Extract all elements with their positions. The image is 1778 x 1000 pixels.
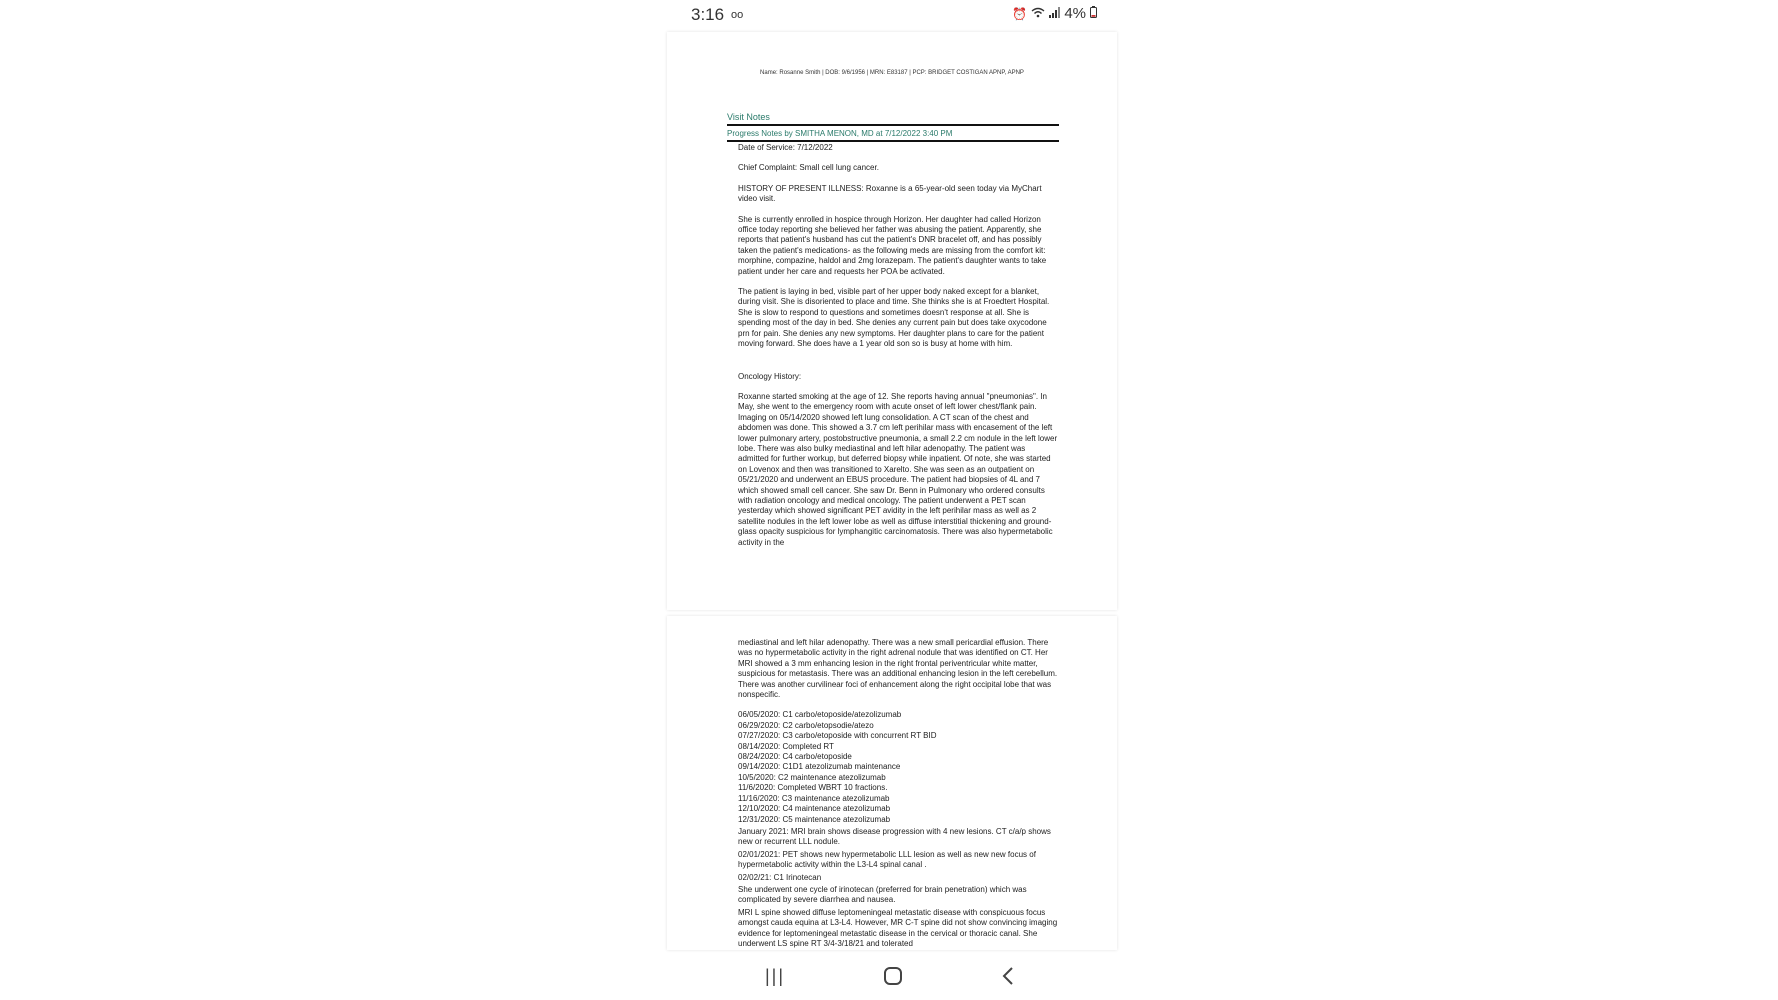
author-line: Progress Notes by SMITHA MENON, MD at 7/12/2022 3:40 PM xyxy=(727,129,953,138)
feb-pet-entry: 02/01/2021: PET shows new hypermetabolic LLL lesion as well as new new focus of hypermetabolic activity within the L3-L4 spinal canal . xyxy=(738,849,1036,870)
hpi: HISTORY OF PRESENT ILLNESS: Roxanne is a 65-year-old seen today via MyChart video visit. xyxy=(738,183,1042,204)
divider xyxy=(727,140,1059,142)
feb-irinotecan-entry: 02/02/21: C1 Irinotecan xyxy=(738,872,822,882)
home-icon[interactable] xyxy=(883,966,903,991)
battery-percent: 4% xyxy=(1064,5,1086,22)
treatment-list xyxy=(738,710,1058,824)
list-item: 08/24/2020: C4 carbo/etoposide xyxy=(738,752,852,762)
battery-icon xyxy=(1090,6,1097,21)
list-item: 08/14/2020: Completed RT xyxy=(738,741,834,751)
document-page-1[interactable] xyxy=(667,32,1117,610)
note-body-continued xyxy=(738,638,1058,950)
list-item: 06/29/2020: C2 carbo/etopsodie/atezo xyxy=(738,720,874,730)
signal-icon xyxy=(1049,7,1060,21)
status-bar xyxy=(667,0,1117,28)
status-icons xyxy=(1012,5,1097,22)
recents-icon[interactable]: ||| xyxy=(765,966,786,986)
oncology-history-label: Oncology History: xyxy=(738,371,802,381)
chief-complaint: Chief Complaint: Small cell lung cancer. xyxy=(738,163,879,173)
wifi-icon xyxy=(1031,7,1045,21)
navigation-bar xyxy=(667,952,1117,1000)
note-body xyxy=(738,143,1058,558)
date-of-service: Date of Service: 7/12/2022 xyxy=(738,143,833,152)
clock: 3:16 xyxy=(691,5,725,24)
list-item: 10/5/2020: C2 maintenance atezolizumab xyxy=(738,772,886,782)
oncology-paragraph-2: mediastinal and left hilar adenopathy. There was a new small pericardial effusion. There was no hypermetabolic activity in the right adrenal nodule that was identified on CT. Her MRI showed a 3 mm enhancing lesion in the right frontal periventricular white matter, suspicious for metastasis. There was an additional enhancing lesion in the left cerebellum. There was another curvilinear foci of enhancement along the right occipital lobe that was nonspecific. xyxy=(738,638,1058,700)
hospice-paragraph: She is currently enrolled in hospice through Horizon. Her daughter had called Horizon office today reporting she believed her father was abusing the patient. Apparently, she reports that patient's husband has cut the patient's DNR bracelet off, and has possibly taken the patient's medications- as the following meds are missing from the comfort kit: morphine, compazine, haldol and 2mg lorazepam. The patient's daughter wants to take patient under her care and requests her POA be activated. xyxy=(738,214,1047,276)
section-title: Visit Notes xyxy=(727,112,770,122)
divider xyxy=(727,124,1059,126)
phone-screen xyxy=(667,0,1117,1000)
list-item: 07/27/2020: C3 carbo/etoposide with concurrent RT BID xyxy=(738,731,937,741)
list-item: 12/10/2020: C4 maintenance atezolizumab xyxy=(738,804,891,814)
list-item: 09/14/2020: C1D1 atezolizumab maintenance xyxy=(738,762,901,772)
list-item: 11/6/2020: Completed WBRT 10 fractions. xyxy=(738,783,888,793)
document-page-2[interactable] xyxy=(667,616,1117,950)
oncology-paragraph-1: Roxanne started smoking at the age of 12. She reports having annual "pneumonias". In May, she went to the emergency room with acute onset of left lower chest/flank pain. Imaging on 05/14/2020 showed left lung consolidation. A CT scan of the chest and abdomen was done. This showed a 3.7 cm left perihilar mass with encasement of the left lower pulmonary artery, postobstructive pneumonia, a small 2.2 cm nodule in the left lower lobe. There was also bulky mediastinal and left hilar adenopathy. The patient was admitted for further workup, but deferred biopsy while inpatient. Of note, she was started on Lovenox and then was transitioned to Xarelto. She was seen as an outpatient on 05/21/2020 and underwent an EBUS procedure. The patient had biopsies of 4L and 7 which showed small cell cancer. She saw Dr. Benn in Pulmonary who ordered consults with radiation oncology and medical oncology. The patient underwent a PET scan yesterday which showed significant PET avidity in the left perihilar mass as well as 2 satellite nodules in the left lower lobe as well as diffuse interstitial thickening and ground-glass opacity suspicious for lymphangitic carcinomatosis. There was also hypermetabolic activity in the xyxy=(738,391,1058,547)
list-item: 11/16/2020: C3 maintenance atezolizumab xyxy=(738,793,890,803)
back-icon[interactable] xyxy=(1001,966,1015,991)
alarm-icon: ⏰ xyxy=(1012,6,1028,21)
list-item: 12/31/2020: C5 maintenance atezolizumab xyxy=(738,814,891,824)
patient-header: Name: Rosanne Smith | DOB: 9/6/1956 | MRN: E83187 | PCP: BRIDGET COSTIGAN APNP, APNP xyxy=(760,70,1024,76)
voicemail-icon: oo xyxy=(731,9,744,21)
irinotecan-cycle-entry: She underwent one cycle of irinotecan (preferred for brain penetration) which was complicated by severe diarrhea and nausea. xyxy=(738,884,1027,905)
jan-2021-entry: January 2021: MRI brain shows disease progression with 4 new lesions. CT c/a/p shows new or recurrent LLL nodule. xyxy=(738,826,1051,847)
exam-paragraph: The patient is laying in bed, visible part of her upper body naked except for a blanket, during visit. She is disoriented to place and time. She thinks she is at Froedtert Hospital. She is slow to respond to questions and sometimes doesn't response at all. She is spending most of the day in bed. She denies any current pain but does take oxycodone prn for pain. She denies any new symptoms. Her daughter plans to care for the patient moving forward. She does have a 1 year old son so is busy at home with him. xyxy=(738,287,1050,349)
list-item: 06/05/2020: C1 carbo/etoposide/atezolizumab xyxy=(738,710,902,720)
mri-spine-entry: MRI L spine showed diffuse leptomeningeal metastatic disease with conspicuous focus amongst cauda equina at L3-L4. However, MR C-T spine did not show convincing imaging evidence for leptomeningeal metastatic disease in the cervical or thoracic canal. She underwent LS spine RT 3/4-3/18/21 and tolerated xyxy=(738,907,1058,948)
